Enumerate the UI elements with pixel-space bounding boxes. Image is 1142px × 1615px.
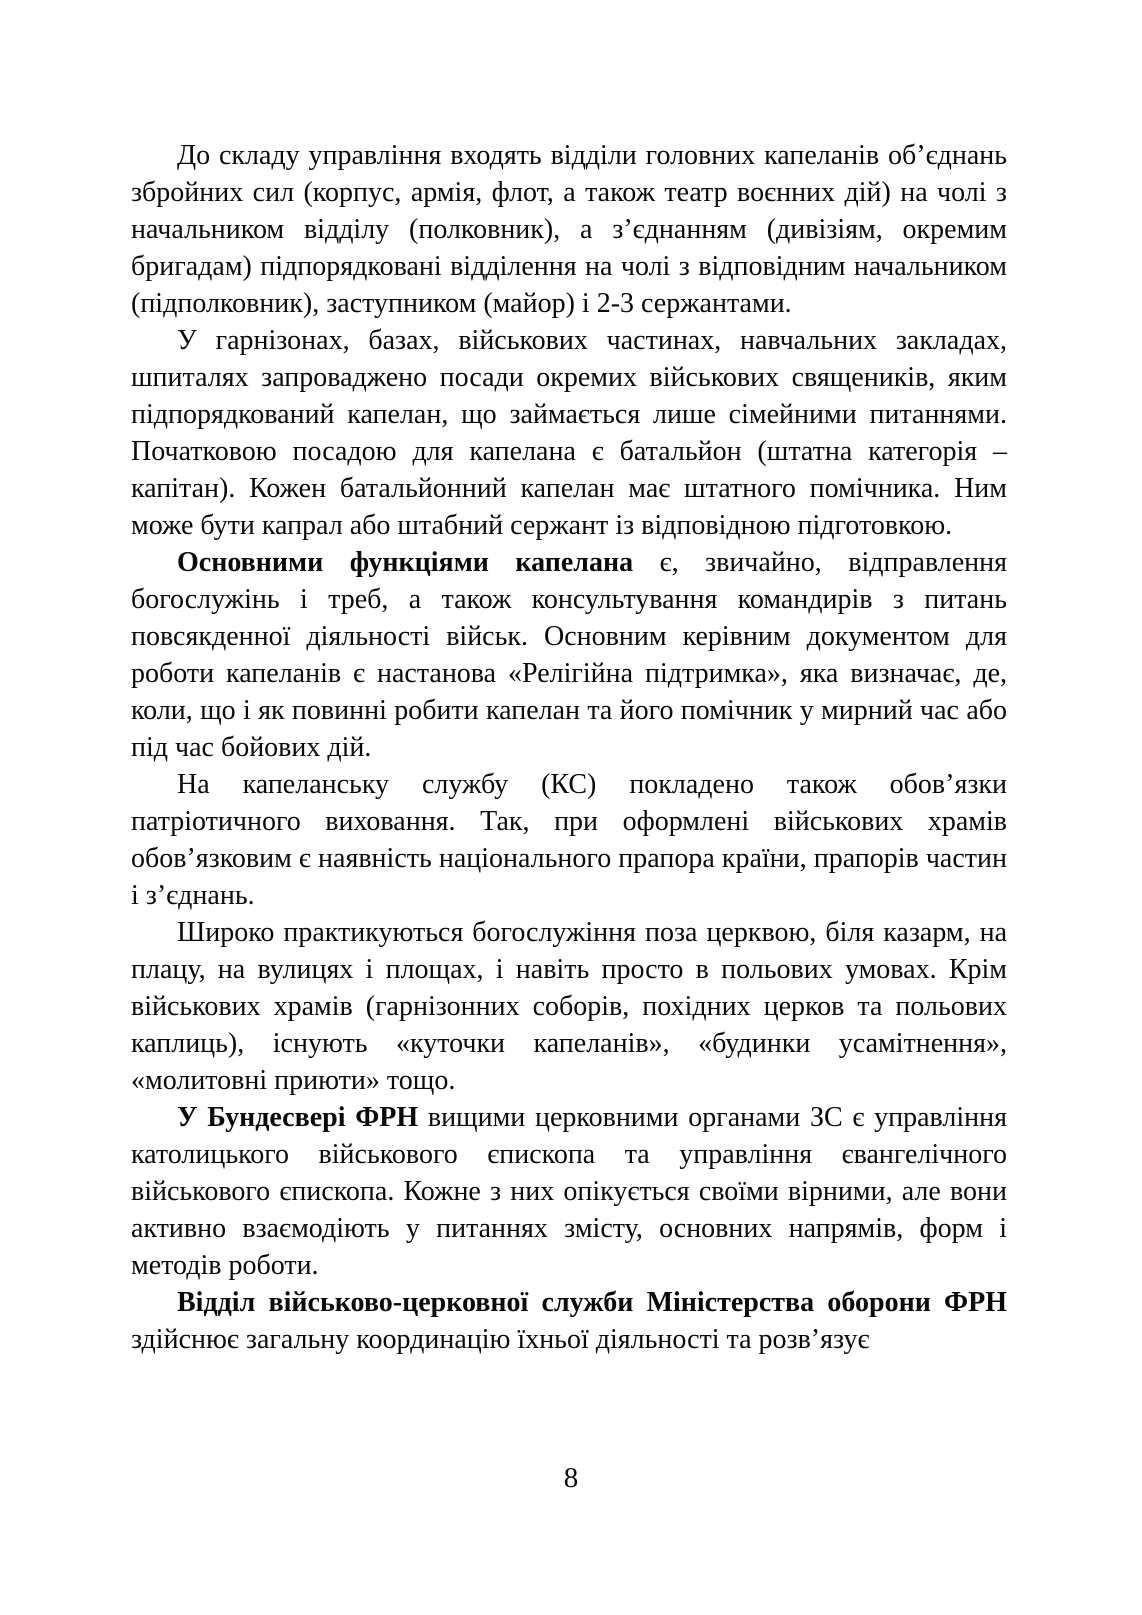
paragraph-body: На капеланську службу (КС) покладено також обов’язки патріотичного виховання. Так, при оформлені військових храмів обов’язковим є наявність національного прапора країни, прапорів частин і з’єднань.	[131, 769, 1007, 911]
paragraph-body: У гарнізонах, базах, військових частинах, навчальних закладах, шпиталях запроваджено посади окремих військових священиків, яким підпорядкований капелан, що займається лише сімейними питаннями. Початковою посадою для капелана є батальйон (штатна категорія – капітан). Кожен батальйонний капелан має штатного помічника. Ним може бути капрал або штабний сержант із відповідною підготовкою.	[131, 325, 1007, 541]
paragraph-lead: Відділ військово-церковної служби Міністерства оборони ФРН	[177, 1287, 1007, 1318]
body-text	[131, 137, 1007, 1358]
paragraph-body: здійснює загальну координацію їхньої діяльності та розв’язує	[131, 1324, 870, 1355]
paragraph-body: Широко практикуються богослужіння поза церквою, біля казарм, на плацу, на вулицях і площах, і навіть просто в польових умовах. Крім військових храмів (гарнізонних соборів, похідних церков та польових каплиць), існують «куточки капеланів», «будинки усамітнення», «молитовні приюти» тощо.	[131, 917, 1007, 1096]
paragraph	[131, 766, 1007, 914]
paragraph	[131, 1284, 1007, 1358]
paragraph-lead: Основними функціями капелана	[177, 547, 634, 578]
paragraph	[131, 322, 1007, 544]
paragraph	[131, 137, 1007, 322]
paragraph-lead: У Бундесвері ФРН	[177, 1102, 419, 1133]
paragraph-body: вищими церковними органами ЗС є управління католицького військового єпископа та управління євангелічного військового єпископа. Кожне з них опікується своїми вірними, але вони активно взаємодіють у питаннях змісту, основних напрямів, форм і методів роботи.	[131, 1102, 1007, 1281]
paragraph	[131, 914, 1007, 1099]
paragraph	[131, 544, 1007, 766]
paragraph	[131, 1099, 1007, 1284]
paragraph-body: є, звичайно, відправлення богослужінь і треб, а також консультування командирів з питань повсякденної діяльності військ. Основним керівним документом для роботи капеланів є настанова «Релігійна підтримка», яка визначає, де, коли, що і як повинні робити капелан та його помічник у мирний час або під час бойових дій.	[131, 547, 1007, 763]
paragraph-body: До складу управління входять відділи головних капеланів об’єднань збройних сил (корпус, армія, флот, а також театр воєнних дій) на чолі з начальником відділу (полковник), а з’єднанням (дивізіям, окремим бригадам) підпорядковані відділення на чолі з відповідним начальником (підполковник), заступником (майор) і 2-3 сержантами.	[131, 140, 1007, 319]
page-number: 8	[563, 1462, 579, 1494]
